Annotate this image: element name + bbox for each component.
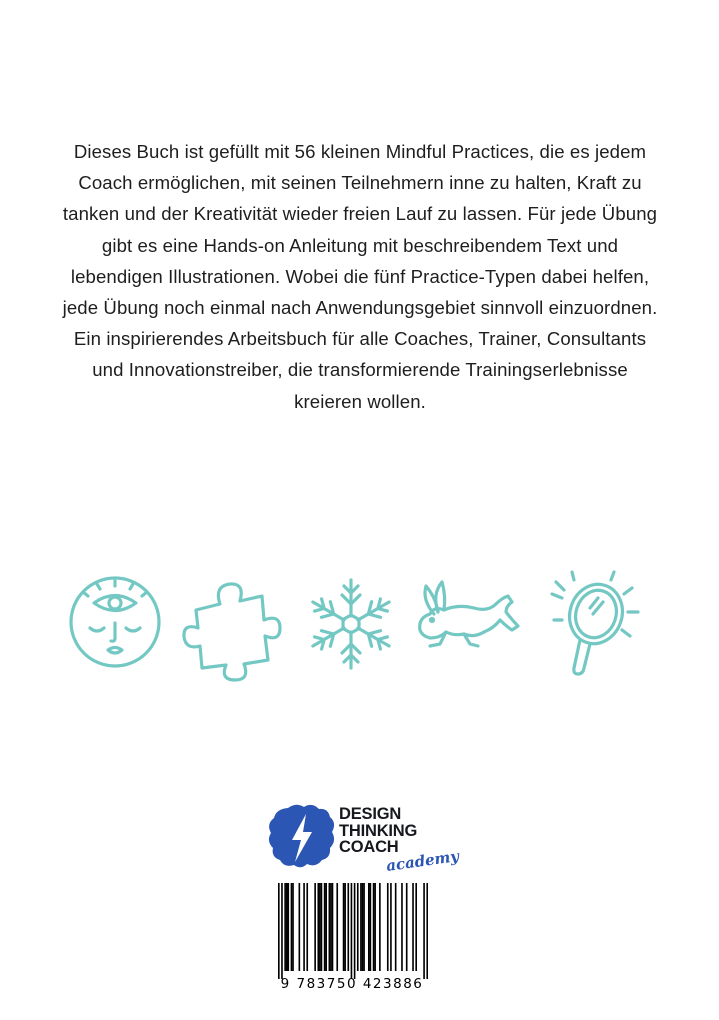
logo-line-thinking: THINKING: [339, 821, 418, 840]
hand-mirror-icon: [536, 568, 646, 688]
barcode-bar: [336, 883, 338, 971]
barcode-bar: [415, 883, 417, 971]
barcode-bar: [306, 883, 308, 971]
barcode-bar: [363, 883, 365, 971]
brain-lightning-icon: [266, 802, 336, 872]
barcode-bar: [284, 883, 286, 971]
barcode-bar: [332, 883, 334, 971]
barcode-bar: [395, 883, 397, 971]
barcode-bar: [303, 883, 305, 971]
logo-line-coach: COACH: [339, 838, 399, 856]
barcode-bar: [317, 883, 319, 971]
barcode-bar: [314, 883, 316, 971]
barcode-bar: [351, 883, 353, 979]
barcode-bar: [357, 883, 359, 971]
barcode-bar: [401, 883, 403, 971]
barcode-bar: [287, 883, 289, 971]
barcode-bar: [387, 883, 389, 971]
barcode-bar: [299, 883, 301, 971]
barcode-bar: [347, 883, 349, 971]
design-thinking-coach-academy-logo: [266, 800, 466, 880]
barcode-bar: [324, 883, 326, 971]
logo-wordmark: [339, 806, 417, 856]
barcode-bar: [330, 883, 332, 971]
logo-academy-script: academy: [385, 846, 461, 876]
barcode-bar: [278, 883, 280, 979]
barcode-bar: [362, 883, 364, 971]
barcode-bar: [354, 883, 356, 979]
barcode-bar: [368, 883, 370, 971]
back-cover-description: Dieses Buch ist gefüllt mit 56 kleinen Mindful Practices, die es jedem Coach ermöglichen, mit seinen Teilnehmern inne zu halten, Kraft zu tanken und der Kreativität wieder freien Lauf zu lassen. Für jede Übung gibt es eine Hands-on Anleitung mit beschreibendem Text und lebendigen Illustrationen. Wobei die fünf Practice-Typen dabei helfen, jede Übung noch einmal nach Anwendungsgebiet sinnvoll einzuordnen. Ein inspirierendes Arbeitsbuch für alle Coaches, Trainer, Consultants und Innovationstreiber, die transformierende Trainingserlebnisse kreieren wollen.: [62, 141, 658, 412]
hare-icon: [414, 568, 524, 688]
barcode-bar: [281, 883, 283, 979]
barcode-bar: [373, 883, 375, 971]
barcode-bar: [329, 883, 331, 971]
barcode-bar: [286, 883, 288, 971]
barcode-bar: [292, 883, 294, 971]
barcode-bar: [319, 883, 321, 971]
barcode-bar: [321, 883, 323, 971]
barcode-bar: [390, 883, 392, 971]
barcode-bar: [291, 883, 293, 971]
logo-line-design: DESIGN: [339, 805, 402, 823]
barcode-bar: [360, 883, 362, 971]
puzzle-piece-icon: [178, 568, 288, 688]
barcode-bars: [278, 883, 428, 979]
barcode-bar: [379, 883, 381, 971]
isbn-barcode: [278, 883, 428, 979]
practice-type-icons: [60, 568, 660, 688]
barcode-bar: [412, 883, 414, 971]
snowflake-icon: [296, 568, 406, 688]
barcode-bar: [406, 883, 408, 971]
isbn-number: 9 783750 423886: [280, 976, 424, 992]
barcode-bar: [423, 883, 425, 979]
barcode-bar: [426, 883, 428, 979]
barcode-bar: [344, 883, 346, 971]
barcode-bar: [370, 883, 372, 971]
barcode-bar: [374, 883, 376, 971]
face-eye-icon: [60, 568, 170, 688]
barcode-bar: [343, 883, 345, 971]
barcode-bar: [325, 883, 327, 971]
